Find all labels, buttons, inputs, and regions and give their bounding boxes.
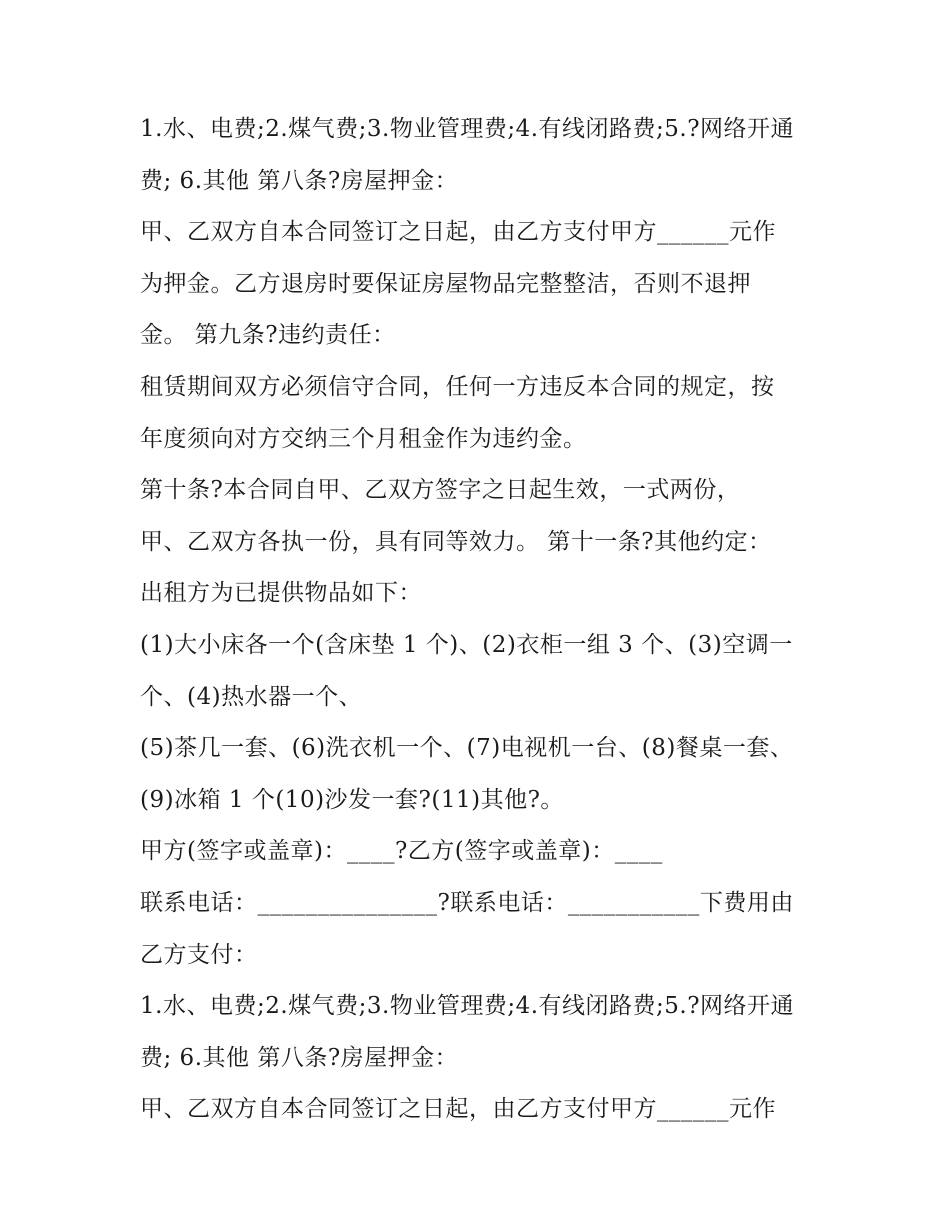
text-line: 甲、乙双方各执一份，具有同等效力。 第十一条?其他约定： bbox=[140, 528, 772, 555]
text-line: 甲方(签字或盖章)：____?乙方(签字或盖章)：____ bbox=[140, 838, 663, 865]
text-line: 乙方支付： bbox=[140, 941, 258, 968]
text-line: 联系电话：_______________?联系电话：___________下费用由 bbox=[140, 889, 794, 916]
text-line: 个、(4)热水器一个、 bbox=[140, 683, 363, 710]
text-line: (1)大小床各一个(含床垫 1 个)、(2)衣柜一组 3 个、(3)空调一 bbox=[140, 631, 793, 658]
text-line: 为押金。乙方退房时要保证房屋物品完整整洁，否则不退押 bbox=[140, 270, 751, 297]
text-line: 费; 6.其他 第八条?房屋押金： bbox=[140, 167, 459, 194]
text-line: 出租方为已提供物品如下： bbox=[140, 580, 422, 607]
text-line: 金。 第九条?违约责任： bbox=[140, 322, 396, 349]
document-body bbox=[140, 104, 820, 1136]
text-line: 租赁期间双方必须信守合同，任何一方违反本合同的规定，按 bbox=[140, 373, 775, 400]
text-line: 第十条?本合同自甲、乙双方签字之日起生效，一式两份， bbox=[140, 477, 741, 504]
text-line: 费; 6.其他 第八条?房屋押金： bbox=[140, 1044, 459, 1071]
text-line: (9)冰箱 1 个(10)沙发一套?(11)其他?。 bbox=[140, 786, 564, 813]
text-line: 1.水、电费;2.煤气费;3.物业管理费;4.有线闭路费;5.?网络开通 bbox=[140, 116, 795, 142]
text-line: (5)茶几一套、(6)洗衣机一个、(7)电视机一台、(8)餐桌一套、 bbox=[140, 735, 794, 762]
text-line: 甲、乙双方自本合同签订之日起，由乙方支付甲方______元作 bbox=[140, 1096, 776, 1123]
text-line: 甲、乙双方自本合同签订之日起，由乙方支付甲方______元作 bbox=[140, 219, 776, 246]
text-line: 年度须向对方交纳三个月租金作为违约金。 bbox=[140, 425, 587, 452]
text-line: 1.水、电费;2.煤气费;3.物业管理费;4.有线闭路费;5.?网络开通 bbox=[140, 993, 795, 1020]
